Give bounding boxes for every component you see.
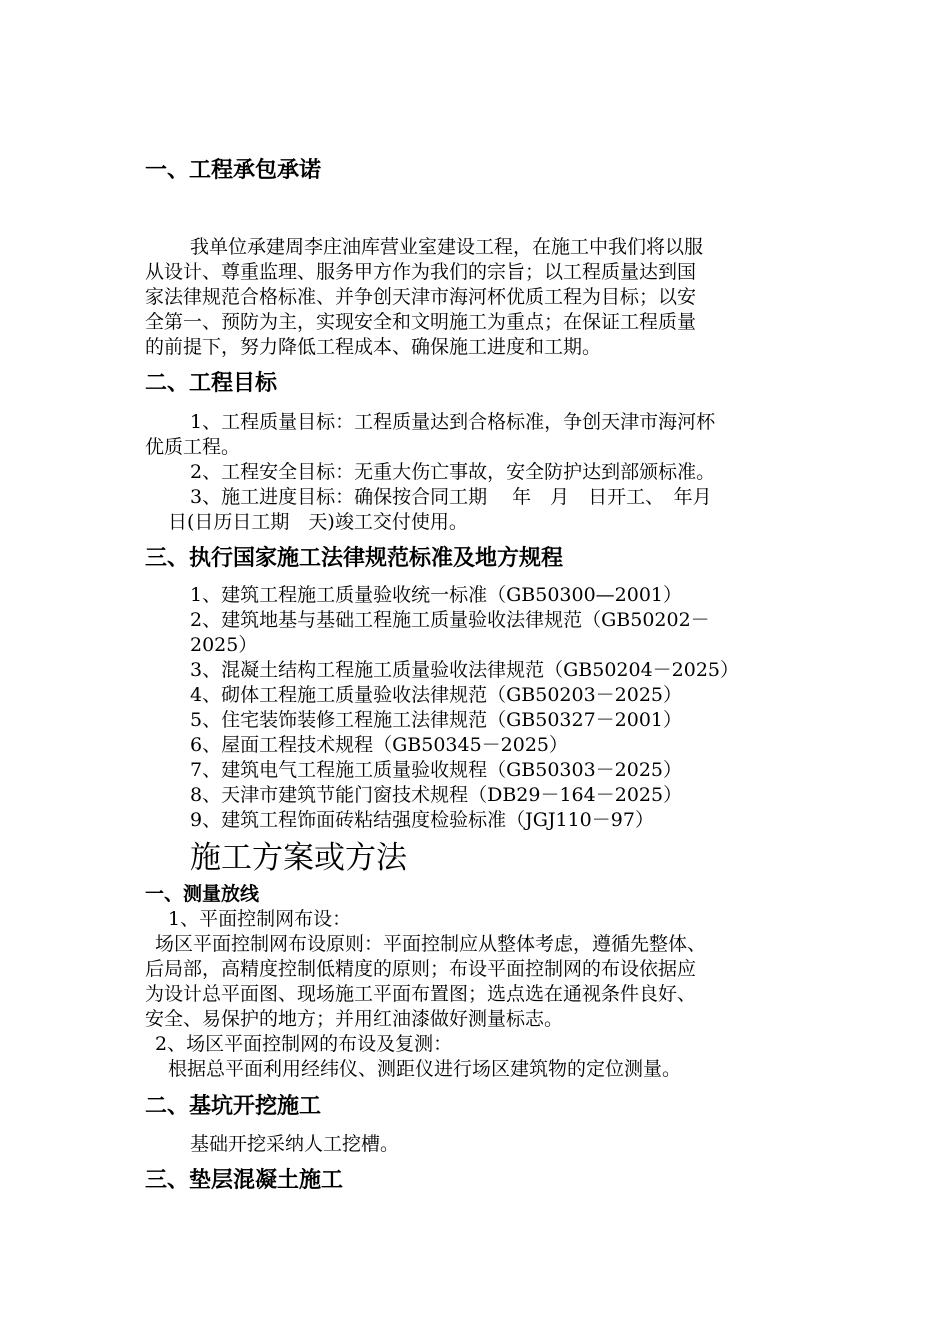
survey-item: 2、场区平面控制网的布设及复测： — [155, 1033, 453, 1055]
standard-item: 2025） — [190, 634, 258, 656]
standard-item: 1、建筑工程施工质量验收统一标准（GB50300—2001） — [190, 584, 683, 606]
standard-item: 3、混凝土结构工程施工质量验收法律规范（GB50204－2025） — [190, 659, 740, 681]
standard-item: 9、建筑工程饰面砖粘结强度检验标准（JGJ110－97） — [190, 809, 654, 831]
paragraph-line: 的前提下，努力降低工程成本、确保施工进度和工期。 — [145, 336, 602, 358]
standard-item: 6、屋面工程技术规程（GB50345－2025） — [190, 734, 569, 756]
section-heading-goals: 二、工程目标 — [145, 371, 278, 396]
goal-line: 1、工程质量目标：工程质量达到合格标准，争创天津市海河杯 — [190, 411, 716, 433]
goal-line: 2、工程安全目标：无重大伤亡事故，安全防护达到部颁标准。 — [190, 461, 716, 483]
standard-item: 5、住宅装饰装修工程施工法律规范（GB50327－2001） — [190, 709, 683, 731]
survey-item: 1、平面控制网布设： — [168, 908, 352, 930]
section-heading-concrete: 三、垫层混凝土施工 — [145, 1168, 344, 1193]
goal-line: 优质工程。 — [145, 436, 241, 458]
paragraph-line: 为设计总平面图、现场施工平面布置图；选点选在通视条件良好、 — [145, 983, 697, 1005]
standard-item: 4、砌体工程施工质量验收法律规范（GB50203－2025） — [190, 684, 683, 706]
paragraph-line: 基础开挖采纳人工挖槽。 — [190, 1133, 400, 1155]
section-heading-commitment: 一、工程承包承诺 — [145, 158, 322, 183]
subsection-heading-survey: 一、测量放线 — [145, 883, 260, 905]
paragraph-line: 家法律规范合格标准、并争创天津市海河杯优质工程为目标；以安 — [145, 286, 697, 308]
main-title: 施工方案或方法 — [190, 840, 407, 876]
section-heading-standards: 三、执行国家施工法律规范标准及地方规程 — [145, 546, 564, 571]
goal-line: 日(日历日工期 天)竣工交付使用。 — [168, 511, 468, 533]
paragraph-line: 后局部，高精度控制低精度的原则；布设平面控制网的布设依据应 — [145, 958, 697, 980]
paragraph-line: 安全、易保护的地方；并用红油漆做好测量标志。 — [145, 1008, 564, 1030]
paragraph-line: 从设计、尊重监理、服务甲方作为我们的宗旨；以工程质量达到国 — [145, 261, 697, 283]
standard-item: 2、建筑地基与基础工程施工质量验收法律规范（GB50202－ — [190, 609, 710, 631]
paragraph-line: 根据总平面利用经纬仪、测距仪进行场区建筑物的定位测量。 — [168, 1058, 682, 1080]
standard-item: 8、天津市建筑节能门窗技术规程（DB29－164－2025） — [190, 784, 683, 806]
paragraph-line: 场区平面控制网布设原则：平面控制应从整体考虑，遵循先整体、 — [155, 933, 707, 955]
section-heading-excavation: 二、基坑开挖施工 — [145, 1094, 322, 1119]
standard-item: 7、建筑电气工程施工质量验收规程（GB50303－2025） — [190, 759, 683, 781]
goal-line: 3、施工进度目标：确保按合同工期 年 月 日开工、 年月 — [190, 486, 712, 508]
paragraph-line: 我单位承建周李庄油库营业室建设工程，在施工中我们将以服 — [190, 236, 704, 258]
paragraph-line: 全第一、预防为主，实现安全和文明施工为重点；在保证工程质量 — [145, 311, 697, 333]
